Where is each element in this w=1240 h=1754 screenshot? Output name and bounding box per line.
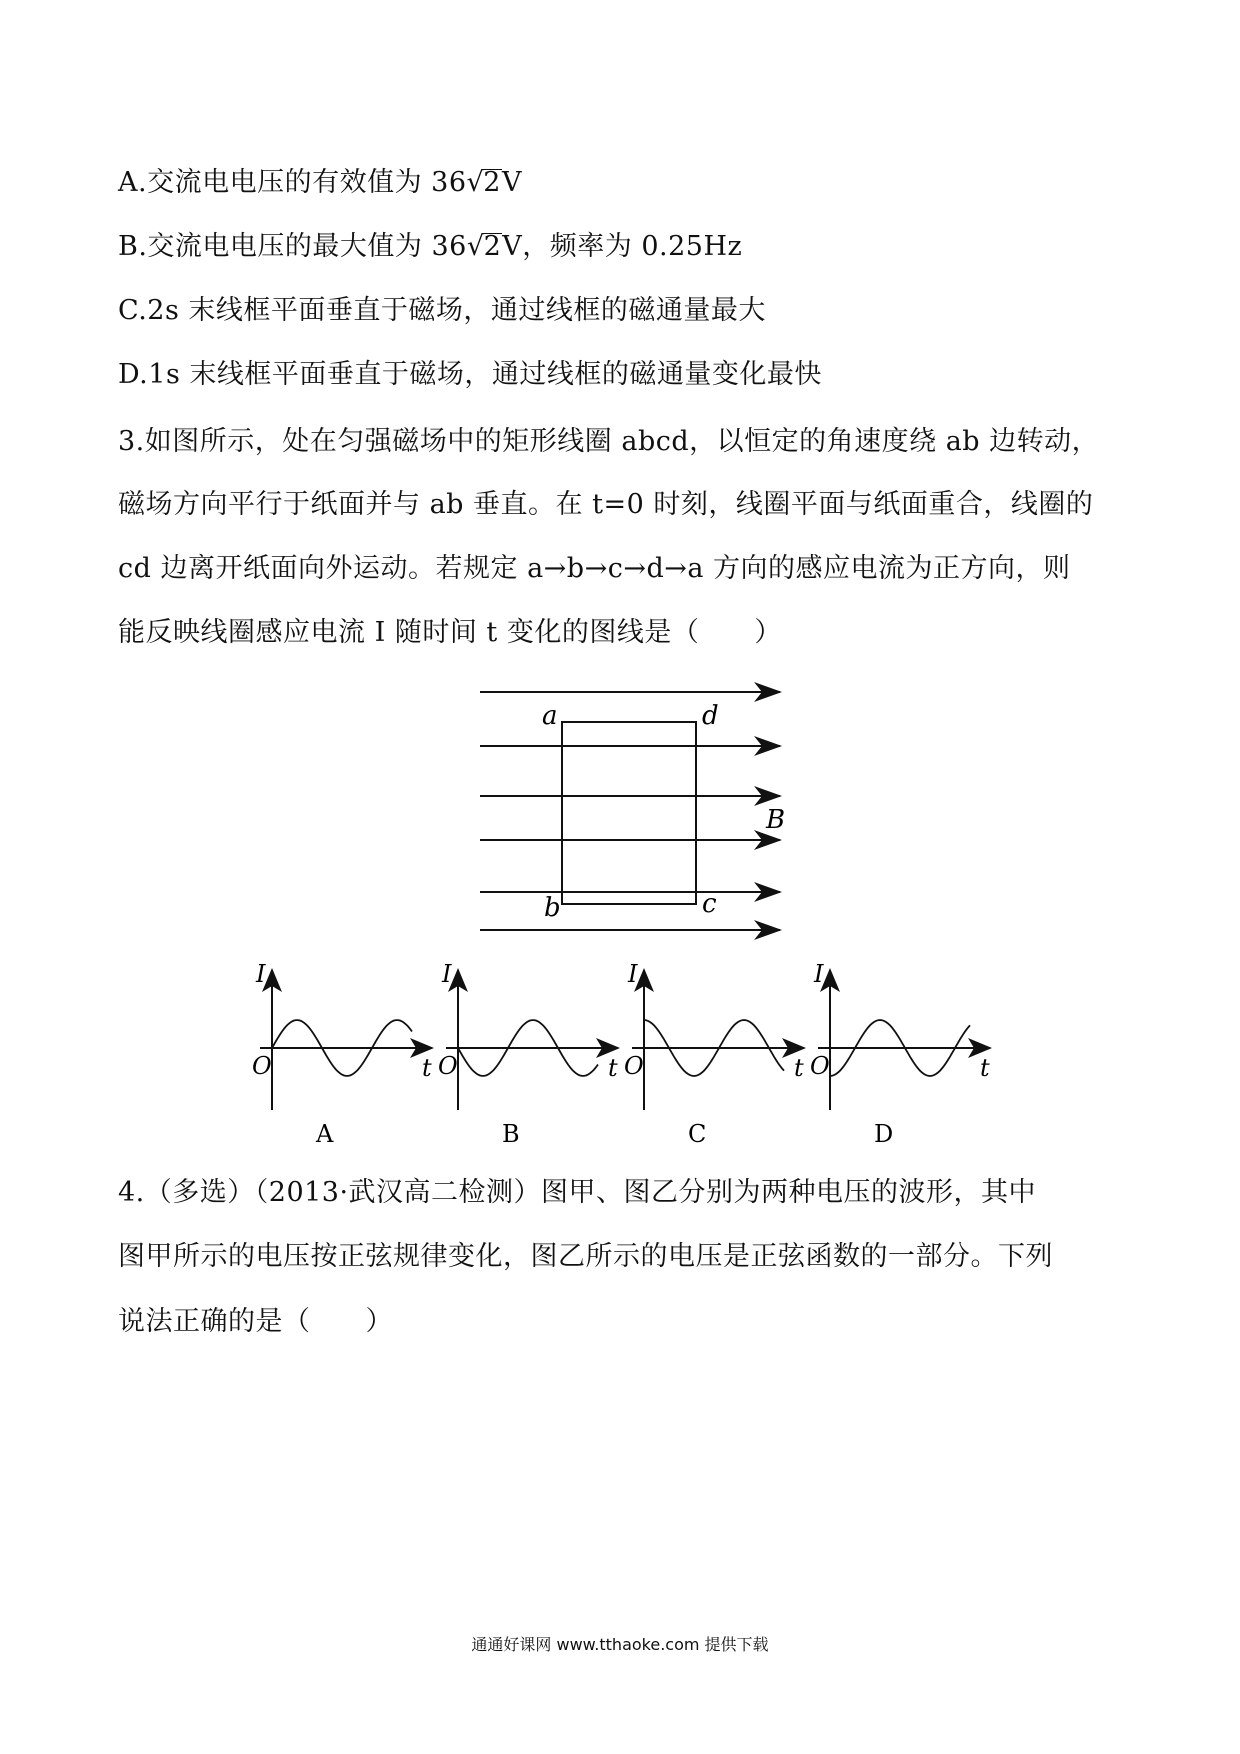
option-b-tail: V，频率为 0.25Hz: [502, 231, 743, 262]
t-axis-label: t: [608, 1054, 618, 1082]
i-axis-label: I: [442, 960, 452, 988]
corner-c-label: c: [702, 889, 717, 919]
corner-d-label: d: [702, 701, 719, 731]
origin-label: O: [624, 1052, 644, 1080]
corner-a-label: a: [542, 701, 558, 731]
field-lines: [480, 692, 780, 930]
answer-graphs: [230, 960, 1020, 1160]
sqrt-radicand: 2: [483, 231, 502, 262]
graph-option-c: [624, 960, 804, 1148]
i-axis-label: I: [628, 960, 638, 988]
option-a-text: A.交流电电压的有效值为 36: [118, 167, 467, 198]
graph-option-label: D: [874, 1120, 894, 1148]
t-axis-label: t: [980, 1054, 990, 1082]
field-b-label: B: [766, 805, 786, 835]
origin-label: O: [438, 1052, 458, 1080]
i-axis-label: I: [256, 960, 266, 988]
q3-line-1: 3.如图所示，处在匀强磁场中的矩形线圈 abcd，以恒定的角速度绕 ab 边转动，: [118, 426, 1100, 457]
sqrt-radicand: 2: [483, 167, 501, 198]
page-footer: 通通好课网 www.tthaoke.com 提供下载: [471, 1635, 769, 1654]
option-d: D.1s 末线框平面垂直于磁场，通过线框的磁通量变化最快: [118, 359, 822, 390]
corner-b-label: b: [544, 893, 561, 923]
origin-label: O: [810, 1052, 830, 1080]
t-axis-label: t: [422, 1054, 432, 1082]
origin-label: O: [252, 1052, 272, 1080]
i-axis-label: I: [814, 960, 824, 988]
q3-line-3: cd 边离开纸面向外运动。若规定 a→b→c→d→a 方向的感应电流为正方向，则: [118, 553, 1071, 584]
q4-line-3: 说法正确的是（ ）: [118, 1306, 393, 1337]
q4-line-2: 图甲所示的电压按正弦规律变化，图乙所示的电压是正弦函数的一部分。下列: [118, 1241, 1053, 1272]
option-a-unit: V: [501, 167, 522, 198]
graph-option-label: A: [316, 1120, 334, 1148]
option-a: [118, 166, 522, 200]
q3-line-2: 磁场方向平行于纸面并与 ab 垂直。在 t=0 时刻，线圈平面与纸面重合，线圈的: [118, 489, 1094, 520]
graph-option-d: [810, 960, 990, 1148]
option-c: C.2s 末线框平面垂直于磁场，通过线框的磁通量最大: [118, 295, 766, 326]
graph-option-label: B: [502, 1120, 520, 1148]
q4-line-1: 4.（多选）（2013·武汉高二检测）图甲、图乙分别为两种电压的波形，其中: [118, 1177, 1037, 1208]
sqrt-symbol: √2: [466, 231, 502, 262]
sqrt-symbol: √2: [466, 167, 501, 198]
q3-line-4: 能反映线圈感应电流 I 随时间 t 变化的图线是（ ）: [118, 617, 782, 648]
option-b: [118, 230, 742, 264]
coil-field-figure: [470, 680, 790, 940]
graph-option-a: [252, 960, 432, 1148]
t-axis-label: t: [794, 1054, 804, 1082]
coil-rectangle: [562, 722, 696, 904]
graph-option-label: C: [688, 1120, 707, 1148]
graph-option-b: [438, 960, 618, 1148]
option-b-text: B.交流电电压的最大值为 36: [118, 231, 467, 262]
